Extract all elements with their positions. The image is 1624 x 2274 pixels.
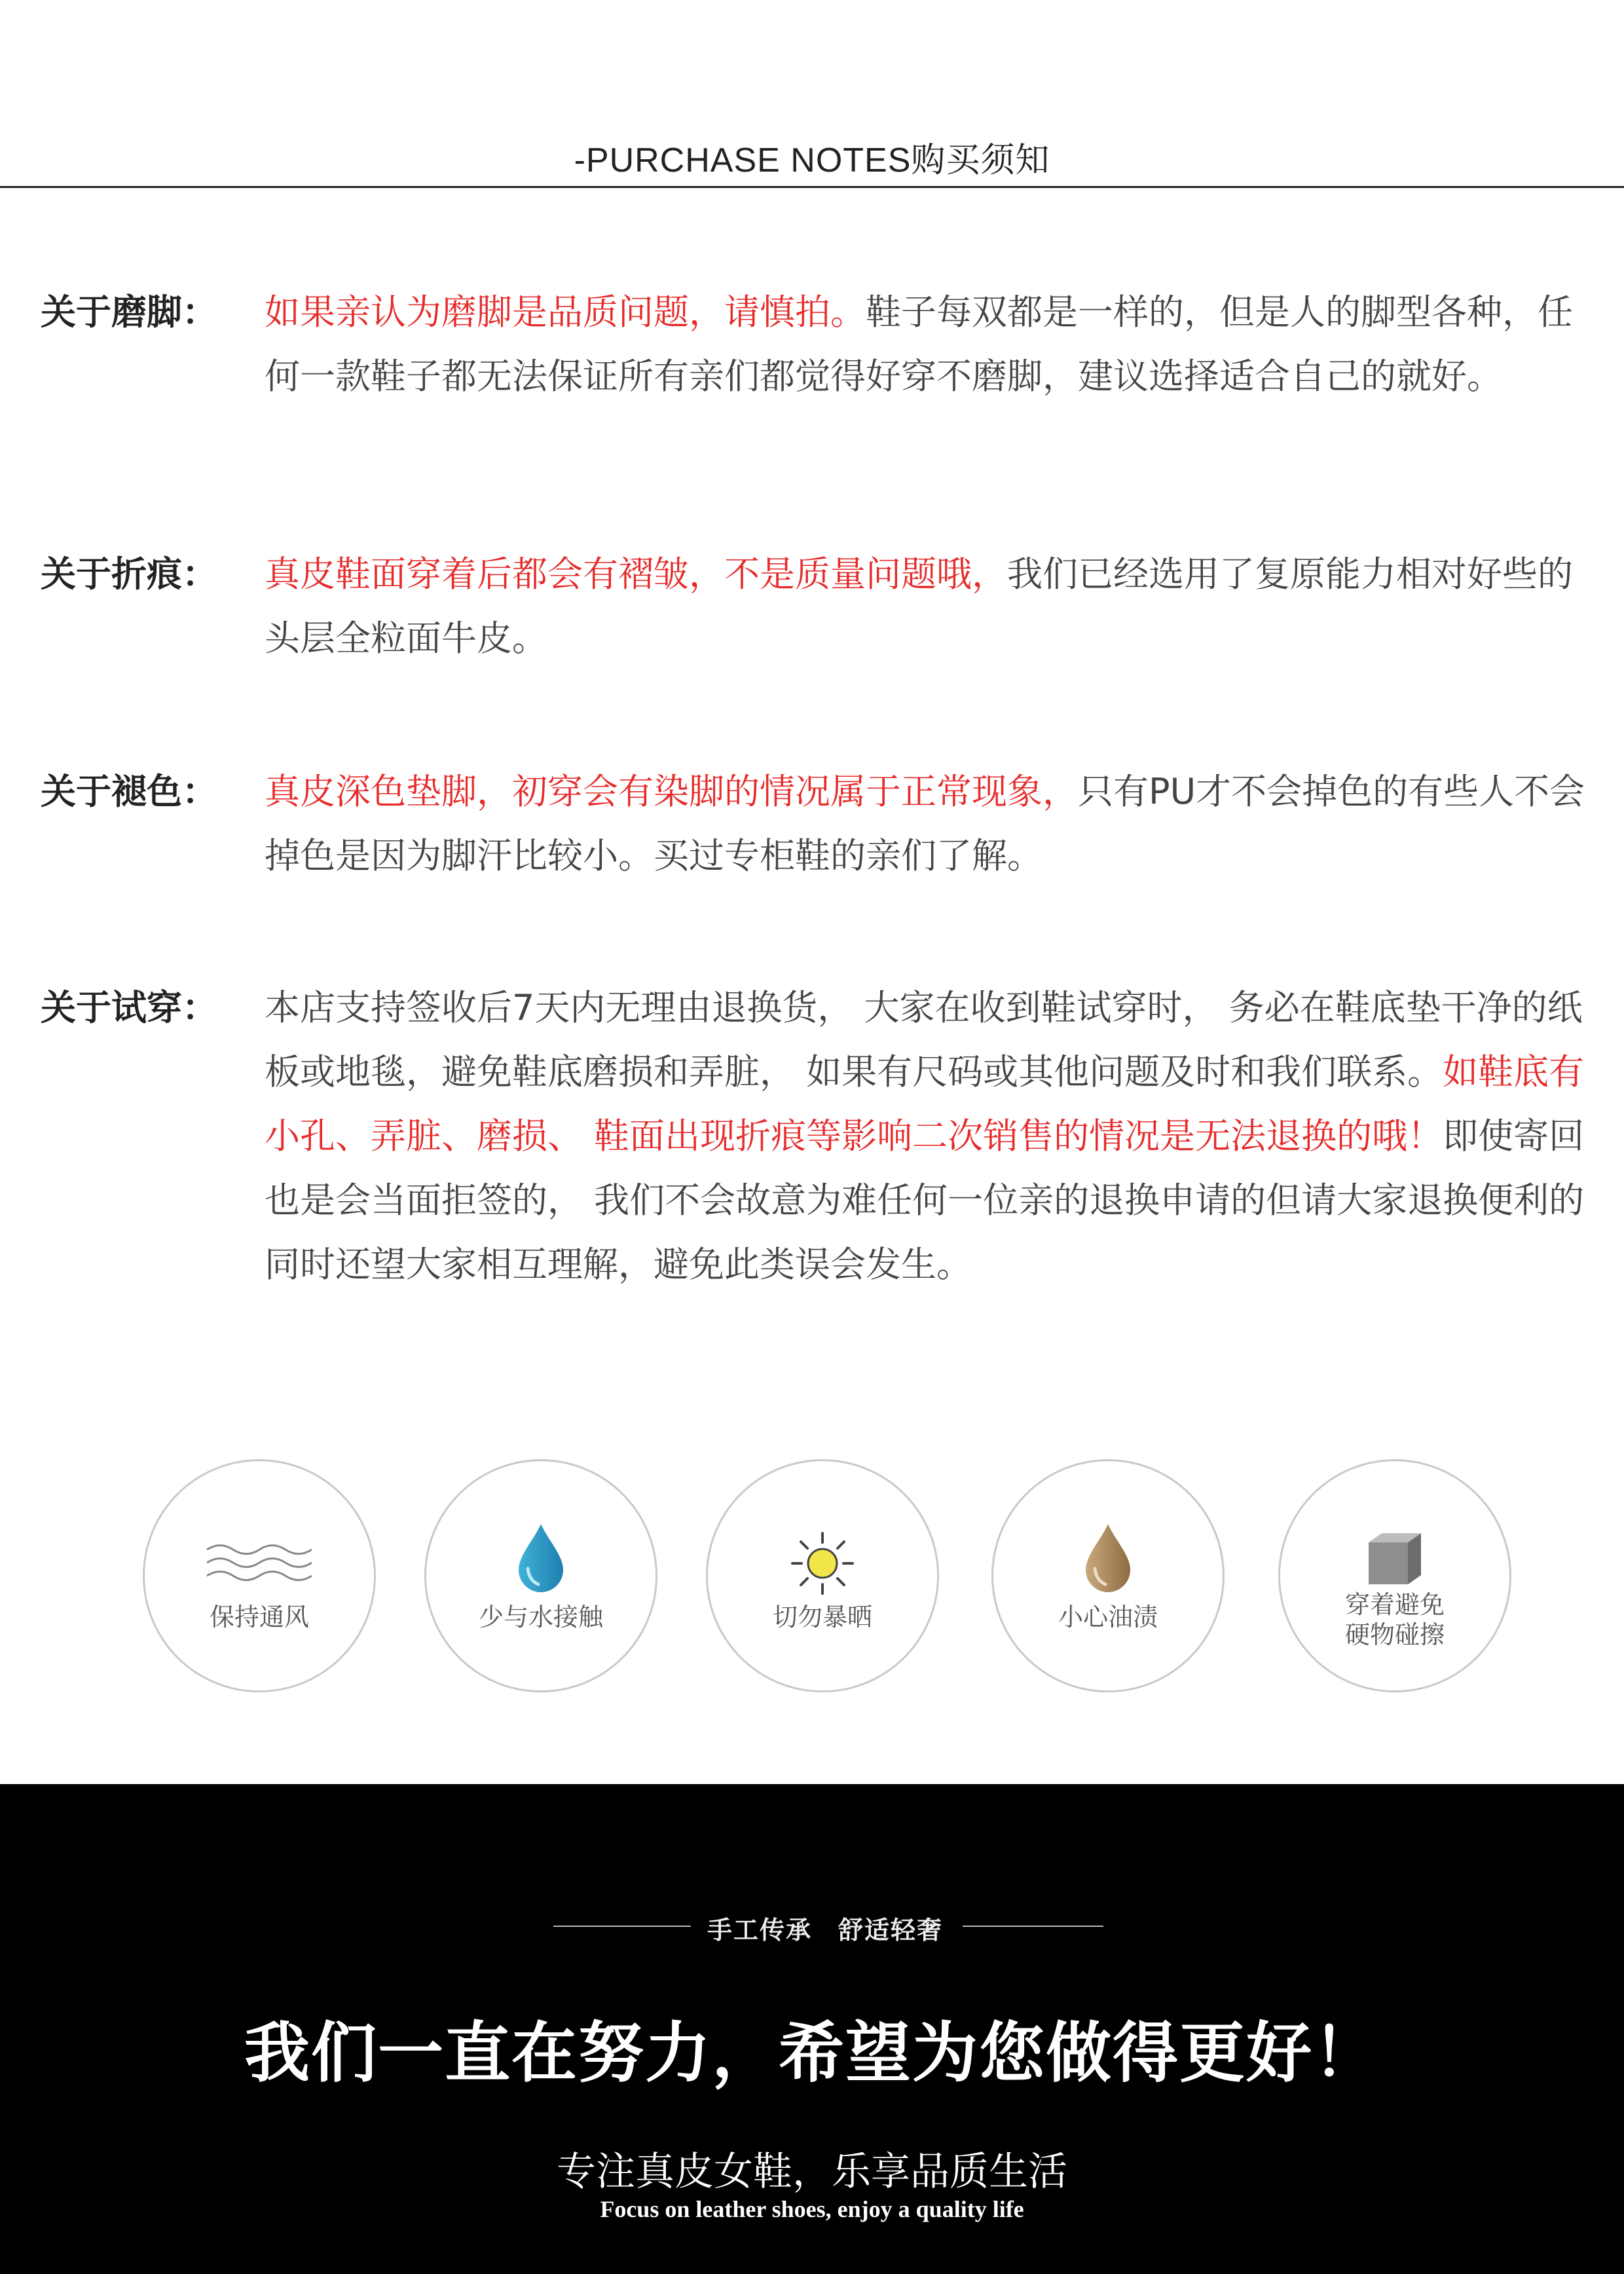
wind-icon	[204, 1540, 315, 1586]
cube-icon	[1362, 1529, 1428, 1588]
sun-icon	[790, 1531, 855, 1596]
care-label: 硬物碰擦	[1344, 1620, 1445, 1649]
note-warning: 如鞋底有小孔、弄脏、磨损、 鞋面出现折痕等影响二次销售的情况是无法退换的哦！	[265, 1051, 1585, 1157]
note-text: 只有PU才不会掉色的有些人不会掉色是因为脚汗比较小。买过专柜鞋的亲们了解。	[265, 771, 1585, 876]
note-creases	[41, 542, 1573, 673]
oil-drop-icon	[1082, 1521, 1134, 1594]
note-fading	[41, 760, 1585, 891]
note-label: 关于褪色：	[41, 771, 217, 812]
note-label: 关于折痕：	[41, 553, 217, 595]
care-icon-hard-objects	[1278, 1459, 1511, 1692]
note-warning: 真皮鞋面穿着后都会有褶皱，不是质量问题哦，	[265, 553, 1007, 595]
slogan: 我们一直在努力，希望为您做得更好！	[244, 2015, 1380, 2091]
note-text: 即使寄回也是会当面拒签的， 我们不会故意为难任何一位亲的退换申请的但请大家退换便利的同时还望大家相互理解，避免此类误会发生。	[265, 1115, 1585, 1285]
page-title: -PURCHASE NOTES购买须知	[574, 141, 1050, 179]
care-label: 穿着避免	[1344, 1590, 1445, 1619]
note-foot-rubbing	[41, 280, 1573, 477]
note-text: 本店支持签收后7天内无理由退换货， 大家在收到鞋试穿时， 务必在鞋底垫干净的纸板或地毯，避免鞋底磨损和弄脏， 如果有尺码或其他问题及时和我们联系。	[265, 987, 1583, 1092]
note-body	[265, 760, 1599, 888]
water-drop-icon	[515, 1521, 567, 1594]
tagline: 手工传承 舒适轻奢	[707, 1916, 943, 1945]
care-icon-oil	[991, 1459, 1225, 1692]
care-label: 少与水接触	[478, 1603, 603, 1631]
note-body	[265, 280, 1599, 409]
note-body	[265, 976, 1599, 1297]
note-text: 我们已经选用了复原能力相对好些的头层全粒面牛皮。	[265, 553, 1573, 659]
care-icon-water	[424, 1459, 657, 1692]
subtitle-en: Focus on leather shoes, enjoy a quality life	[600, 2196, 1024, 2222]
note-warning: 如果亲认为磨脚是品质问题，请慎拍。	[265, 291, 866, 333]
note-body	[265, 542, 1599, 671]
care-label: 小心油渍	[1058, 1603, 1158, 1631]
tagline-divider-left	[553, 1926, 691, 1927]
tagline-divider-right	[963, 1926, 1103, 1927]
care-label: 切勿暴晒	[772, 1603, 872, 1631]
care-icon-ventilate	[143, 1459, 376, 1692]
note-label: 关于磨脚：	[41, 291, 217, 333]
care-label: 保持通风	[209, 1603, 309, 1631]
note-try-on	[41, 976, 1585, 1369]
care-icon-sun	[706, 1459, 939, 1692]
care-icons-row	[0, 1459, 1624, 1695]
note-warning: 真皮深色垫脚，初穿会有染脚的情况属于正常现象，	[265, 771, 1078, 812]
note-text: 鞋子每双都是一样的，但是人的脚型各种，任何一款鞋子都无法保证所有亲们都觉得好穿不磨脚，建议选择适合自己的就好。	[265, 291, 1573, 397]
note-label: 关于试穿：	[41, 987, 217, 1028]
footer-banner	[0, 1784, 1624, 2274]
subtitle-cn: 专注真皮女鞋，乐享品质生活	[557, 2149, 1067, 2195]
title-divider	[0, 186, 1624, 188]
